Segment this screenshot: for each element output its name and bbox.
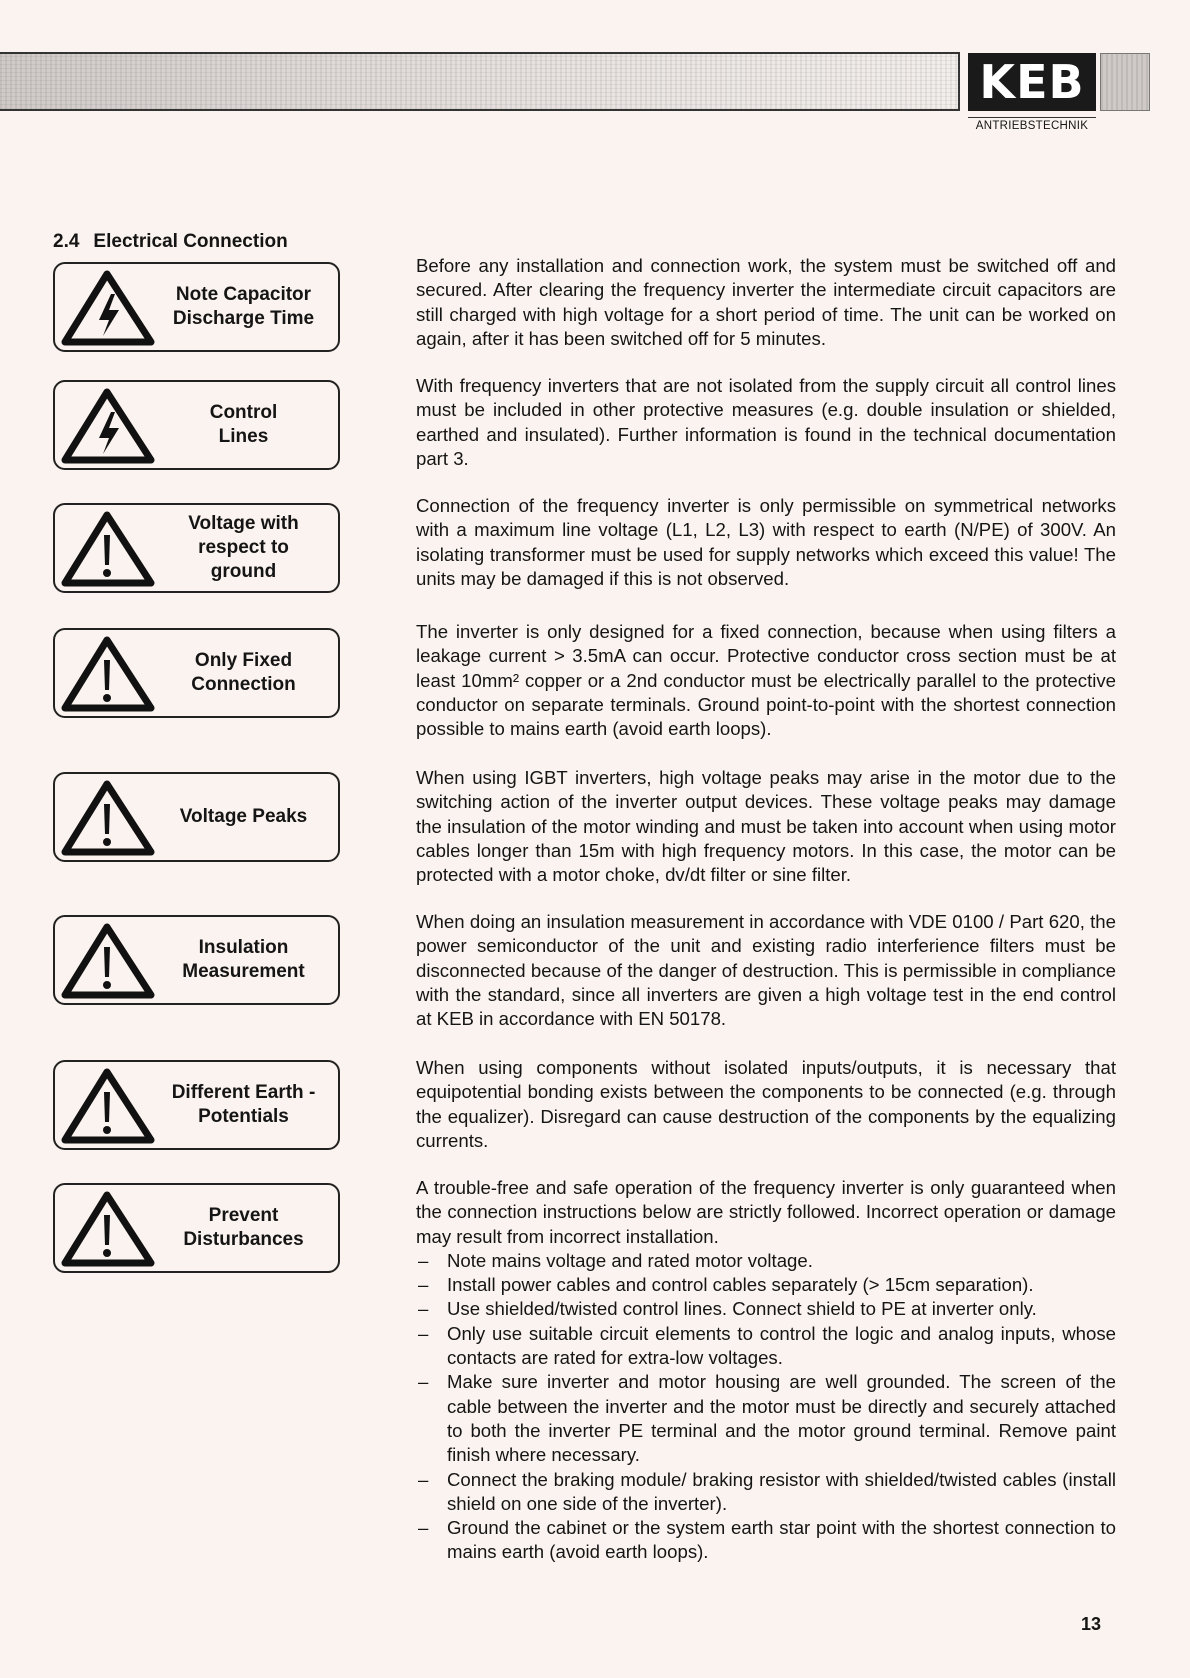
logo-subtitle: ANTRIEBSTECHNIK bbox=[968, 117, 1096, 132]
warning-box-insulation-measurement bbox=[53, 915, 340, 1005]
warning-label: Prevent Disturbances bbox=[183, 1205, 304, 1250]
section-title: Electrical Connection bbox=[93, 231, 288, 252]
header-banner-end bbox=[1100, 53, 1150, 111]
paragraph-earth-potentials: When using components without isolated inputs/outputs, it is necessary that equipotential bonding exists between the components to be connected (e.g. through the equalizer). Disregard can cause destruction of the components by the equalizing currents. bbox=[416, 1057, 1116, 1151]
exclamation-warning-icon bbox=[59, 921, 159, 1001]
exclamation-warning-icon bbox=[59, 509, 159, 589]
instruction-list bbox=[416, 1249, 1116, 1565]
logo-text: KEB bbox=[979, 55, 1085, 109]
warning-box-fixed-connection bbox=[53, 628, 340, 718]
exclamation-warning-icon bbox=[59, 1066, 159, 1146]
list-item: – Note mains voltage and rated motor voltage. bbox=[416, 1249, 1116, 1273]
paragraph-insulation-measurement: When doing an insulation measurement in accordance with VDE 0100 / Part 620, the power semiconductor of the unit and existing radio interferience filters must be disconnected because of the danger of destruction. This is permissible in compliance with the standard, since all inverters are given a high voltage test in the end control at KEB in accordance with EN 50178. bbox=[416, 911, 1116, 1030]
paragraph-voltage-peaks: When using IGBT inverters, high voltage peaks may arise in the motor due to the switching action of the inverter output devices. These voltage peaks may damage the insulation of the motor winding and must be taken into account when using motor cables longer than 15m with high frequency motors. In this case, the motor can be protected with a motor choke, dv/dt filter or sine filter. bbox=[416, 767, 1116, 886]
lightning-warning-icon bbox=[59, 386, 159, 466]
warning-box-voltage-to-ground bbox=[53, 503, 340, 593]
warning-label: Insulation Measurement bbox=[182, 937, 305, 982]
list-item: – Install power cables and control cables separately (> 15cm separation). bbox=[416, 1273, 1116, 1297]
connection-instructions-block bbox=[416, 1176, 1116, 1565]
warning-label: Voltage with respect to ground bbox=[188, 513, 299, 582]
warning-box-voltage-peaks bbox=[53, 772, 340, 862]
lightning-warning-icon bbox=[59, 268, 159, 348]
paragraph-voltage-to-ground: Connection of the frequency inverter is only permissible on symmetrical networks with a maximum line voltage (L1, L2, L3) with respect to earth (N/PE) of 300V. An isolating transformer must be used for supply networks which exceed this value! The units may be damaged if this is not observed. bbox=[416, 495, 1116, 589]
list-item: – Connect the braking module/ braking resistor with shielded/twisted cables (install shield on one side of the inverter). bbox=[416, 1468, 1116, 1517]
warning-label: Control Lines bbox=[209, 402, 278, 447]
paragraph-safe-operation: A trouble-free and safe operation of the frequency inverter is only guaranteed when the connection instructions below are strictly followed. Incorrect operation or damage may result from incorrect installation. bbox=[416, 1177, 1116, 1247]
warning-label: Only Fixed Connection bbox=[191, 650, 296, 695]
warning-box-earth-potentials bbox=[53, 1060, 340, 1150]
exclamation-warning-icon bbox=[59, 1189, 159, 1269]
paragraph-fixed-connection: The inverter is only designed for a fixed connection, because when using filters a leakage current > 3.5mA can occur. Protective conductor cross section must be at least 10mm² copper or a 2nd conductor must be electrically parallel to the protective conductor on separate terminals. Ground point-to-point with the shortest connection possible to mains earth (avoid earth loops). bbox=[416, 621, 1116, 740]
warning-label: Different Earth - Potentials bbox=[171, 1082, 316, 1127]
list-item: – Ground the cabinet or the system earth star point with the shortest connection to mains earth (avoid earth loops). bbox=[416, 1516, 1116, 1565]
warning-label: Voltage Peaks bbox=[179, 806, 308, 827]
exclamation-warning-icon bbox=[59, 634, 159, 714]
warning-box-capacitor-discharge bbox=[53, 262, 340, 352]
section-heading bbox=[53, 231, 288, 253]
header-banner bbox=[0, 52, 960, 111]
list-item: – Only use suitable circuit elements to control the logic and analog inputs, whose contacts are rated for extra-low voltages. bbox=[416, 1322, 1116, 1371]
exclamation-warning-icon bbox=[59, 778, 159, 858]
warning-box-control-lines bbox=[53, 380, 340, 470]
paragraph-capacitor-discharge: Before any installation and connection work, the system must be switched off and secured. After clearing the frequency inverter the intermediate circuit capacitors are still charged with high voltage for a short period of time. The unit can be worked on again, after it has been switched off for 5 minutes. bbox=[416, 255, 1116, 349]
list-item: – Use shielded/twisted control lines. Connect shield to PE at inverter only. bbox=[416, 1297, 1116, 1321]
section-number: 2.4 bbox=[53, 231, 80, 252]
paragraph-control-lines: With frequency inverters that are not isolated from the supply circuit all control lines must be included in other protective measures (e.g. double insulation or shielded, earthed and insulated). Further information is found in the technical documentation part 3. bbox=[416, 375, 1116, 469]
warning-box-prevent-disturbances bbox=[53, 1183, 340, 1273]
page-number: 13 bbox=[1081, 1614, 1102, 1634]
list-item: – Make sure inverter and motor housing are well grounded. The screen of the cable between the inverter and the motor must be directly and securely attached to both the inverter PE terminal and the motor ground terminal. Remove paint finish where necessary. bbox=[416, 1370, 1116, 1467]
warning-label: Note Capacitor Discharge Time bbox=[172, 284, 315, 329]
keb-logo bbox=[968, 53, 1096, 111]
